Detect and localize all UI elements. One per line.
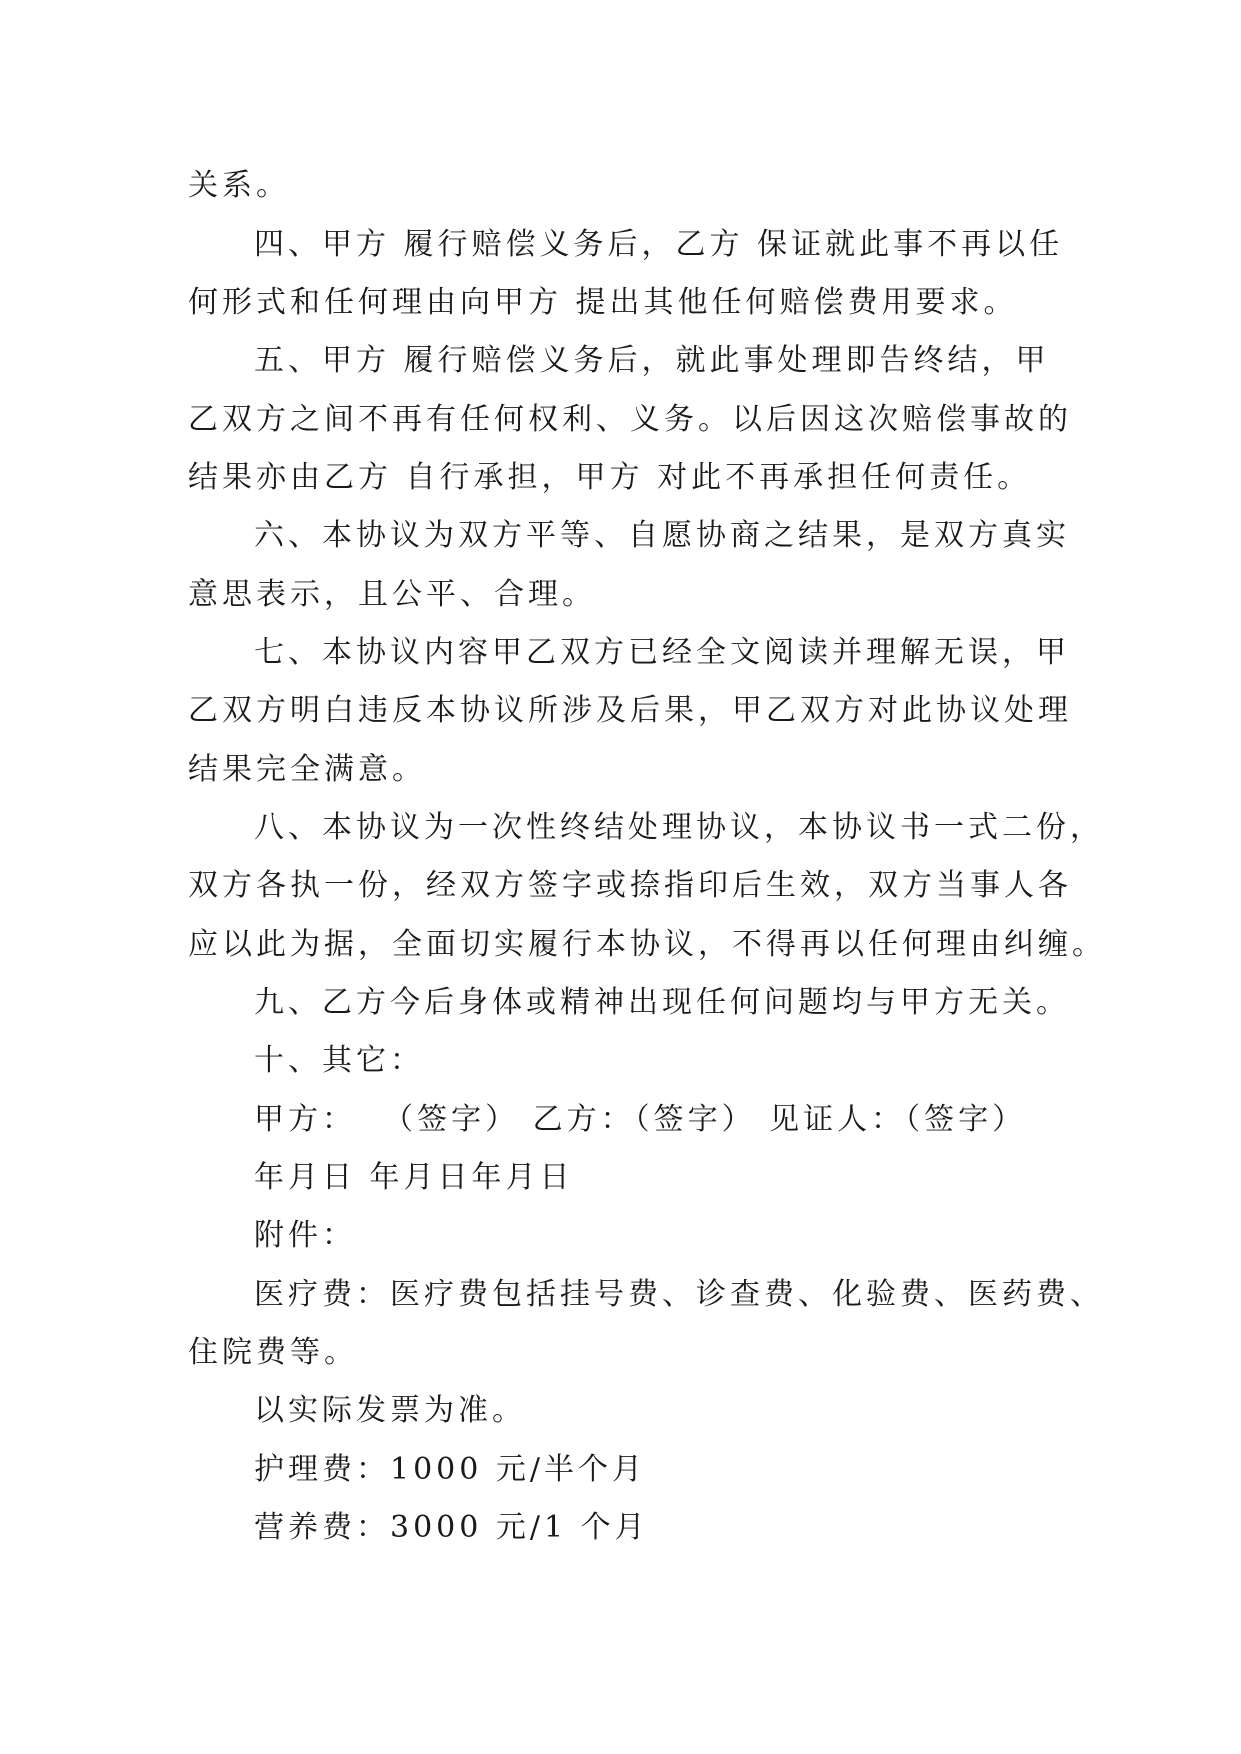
clause-7-line-1: 七、本协议内容甲乙双方已经全文阅读并理解无误，甲 xyxy=(254,635,1070,670)
clause-4-line-1: 四、甲方 履行赔偿义务后，乙方 保证就此事不再以任 xyxy=(254,227,1064,262)
clause-4-line-2: 何形式和任何理由向甲方 提出其他任何赔偿费用要求。 xyxy=(188,285,1018,320)
clause-8-line-2: 双方各执一份，经双方签字或捺指印后生效，双方当事人各 xyxy=(188,868,1072,903)
clause-5-line-1: 五、甲方 履行赔偿义务后，就此事处理即告终结，甲 xyxy=(254,343,1050,378)
medical-fee-line-1: 医疗费：医疗费包括挂号费、诊查费、化验费、医药费、 xyxy=(254,1277,1104,1312)
nursing-fee: 护理费：1000 元/半个月 xyxy=(254,1452,646,1487)
clause-5-line-2: 乙双方之间不再有任何权利、义务。以后因这次赔偿事故的 xyxy=(188,402,1072,437)
clause-6-line-2: 意思表示，且公平、合理。 xyxy=(188,577,596,612)
clause-5-line-3: 结果亦由乙方 自行承担，甲方 对此不再承担任何责任。 xyxy=(188,460,1032,495)
clause-10: 十、其它： xyxy=(254,1043,424,1078)
clause-8-line-3: 应以此为据，全面切实履行本协议，不得再以任何理由纠缠。 xyxy=(188,927,1106,962)
clause-8-line-1: 八、本协议为一次性终结处理协议，本协议书一式二份， xyxy=(254,810,1104,845)
signature-line: 甲方： （签字） 乙方：（签字） 见证人：（签字） xyxy=(254,1102,1027,1137)
clause-7-line-3: 结果完全满意。 xyxy=(188,752,426,787)
attachment-heading: 附件： xyxy=(254,1218,356,1253)
nutrition-fee: 营养费：3000 元/1 个月 xyxy=(254,1510,649,1545)
invoice-note: 以实际发票为准。 xyxy=(254,1393,526,1428)
clause-7-line-2: 乙双方明白违反本协议所涉及后果，甲乙双方对此协议处理 xyxy=(188,693,1072,728)
date-line: 年月日 年月日年月日 xyxy=(254,1160,574,1195)
medical-fee-line-2: 住院费等。 xyxy=(188,1335,358,1370)
text-line: 关系。 xyxy=(188,168,290,203)
clause-9: 九、乙方今后身体或精神出现任何问题均与甲方无关。 xyxy=(254,985,1070,1020)
clause-6-line-1: 六、本协议为双方平等、自愿协商之结果，是双方真实 xyxy=(254,518,1070,553)
